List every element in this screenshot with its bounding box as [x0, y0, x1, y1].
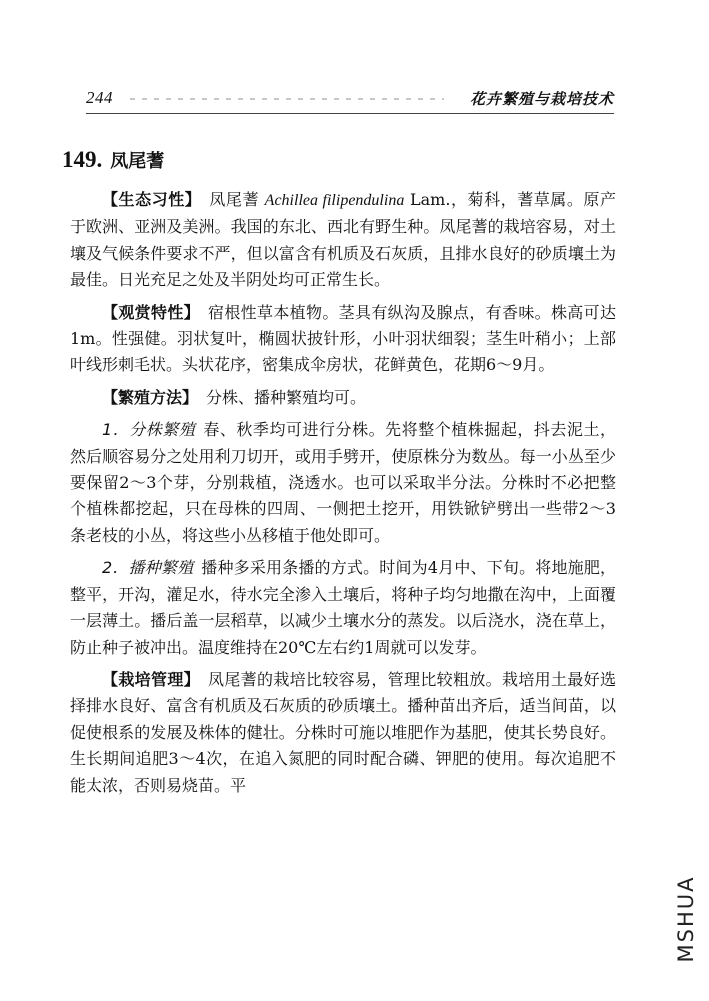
- entry-number: 149.: [62, 147, 103, 172]
- ecology-paragraph: [70, 187, 616, 294]
- sowing-paragraph: [70, 555, 616, 661]
- ornamental-paragraph: [70, 300, 616, 379]
- book-title: 花卉繁殖与栽培技术: [469, 90, 614, 108]
- entry-name: 凤尾蓍: [110, 151, 165, 172]
- propagation-paragraph: [70, 385, 616, 411]
- cultivation-heading: 【栽培管理】: [102, 669, 200, 689]
- division-text: 春、秋季均可进行分株。先将整个植株掘起，抖去泥土，然后顺容易分之处用利刀切开，或用手劈开，使原株分为数丛。每一小丛至少要保留2～3个芽，分别栽植，浇透水。也可以采取半分法。分株时不必把整个植株都挖起，只在母株的四周、一侧把土挖开，用铁锨铲劈出一些带2～3条老枝的小丛，将这些小丛移植于他处即可。: [70, 420, 616, 545]
- sowing-text: 播种多采用条播的方式。时间为4月中、下旬。将地施肥，整平，开沟，灌足水，待水完全渗入土壤后，将种子均匀地撒在沟中，上面覆一层薄土。播后盖一层稻草，以减少土壤水分的蒸发。以后浇水，浇在草上，防止种子被冲出。温度维持在20℃左右约1周就可以发芽。: [70, 558, 616, 657]
- division-heading: 1．分株繁殖: [102, 420, 196, 440]
- ornamental-heading: 【观赏特性】: [102, 302, 200, 322]
- cultivation-paragraph: [70, 667, 616, 799]
- watermark: [672, 860, 700, 978]
- cultivation-text: 凤尾蓍的栽培比较容易，管理比较粗放。栽培用土最好选择排水良好、富含有机质及石灰质的砂质壤土。播种苗出齐后，适当间苗，以促使根系的发展及株体的健壮。分株时可施以堆肥作为基肥，使其长势良好。生长期间追肥3～4次，在追入氮肥的同时配合磷、钾肥的使用。每次追肥不能太浓，否则易烧苗。平: [70, 669, 616, 795]
- ecology-heading: 【生态习性】: [102, 190, 202, 209]
- ecology-text-pre: 凤尾蓍: [209, 190, 260, 209]
- running-header: [86, 86, 614, 112]
- entry-body: [70, 187, 616, 805]
- page-number: 244: [86, 88, 113, 107]
- propagation-heading: 【繁殖方法】: [102, 387, 199, 407]
- propagation-text: 分株、播种繁殖均可。: [206, 387, 367, 407]
- entry-title: [62, 146, 164, 174]
- header-rule: [86, 113, 614, 114]
- watermark-text: MSHUA: [674, 875, 698, 963]
- scientific-name: Achillea filipendulina: [264, 192, 405, 209]
- sowing-heading: 2．播种繁殖: [102, 558, 194, 578]
- ecology-text: Lam.，菊科，蓍草属。原产于欧洲、亚洲及美洲。我国的东北、西北有野生种。凤尾蓍的栽培容易，对土壤及气候条件要求不严，但以富含有机质及石灰质，且排水良好的砂质壤土为最佳。日光充足之处及半阴处均可正常生长。: [70, 190, 616, 290]
- division-paragraph: [70, 417, 616, 549]
- header-leader-dots: [130, 98, 444, 100]
- ornamental-text: 宿根性草本植物。茎具有纵沟及腺点，有香味。株高可达1m。性强健。羽状复叶，椭圆状披针形，小叶羽状细裂；茎生叶稍小；上部叶线形刺毛状。头状花序，密集成伞房状，花鲜黄色，花期6～9月。: [70, 302, 616, 375]
